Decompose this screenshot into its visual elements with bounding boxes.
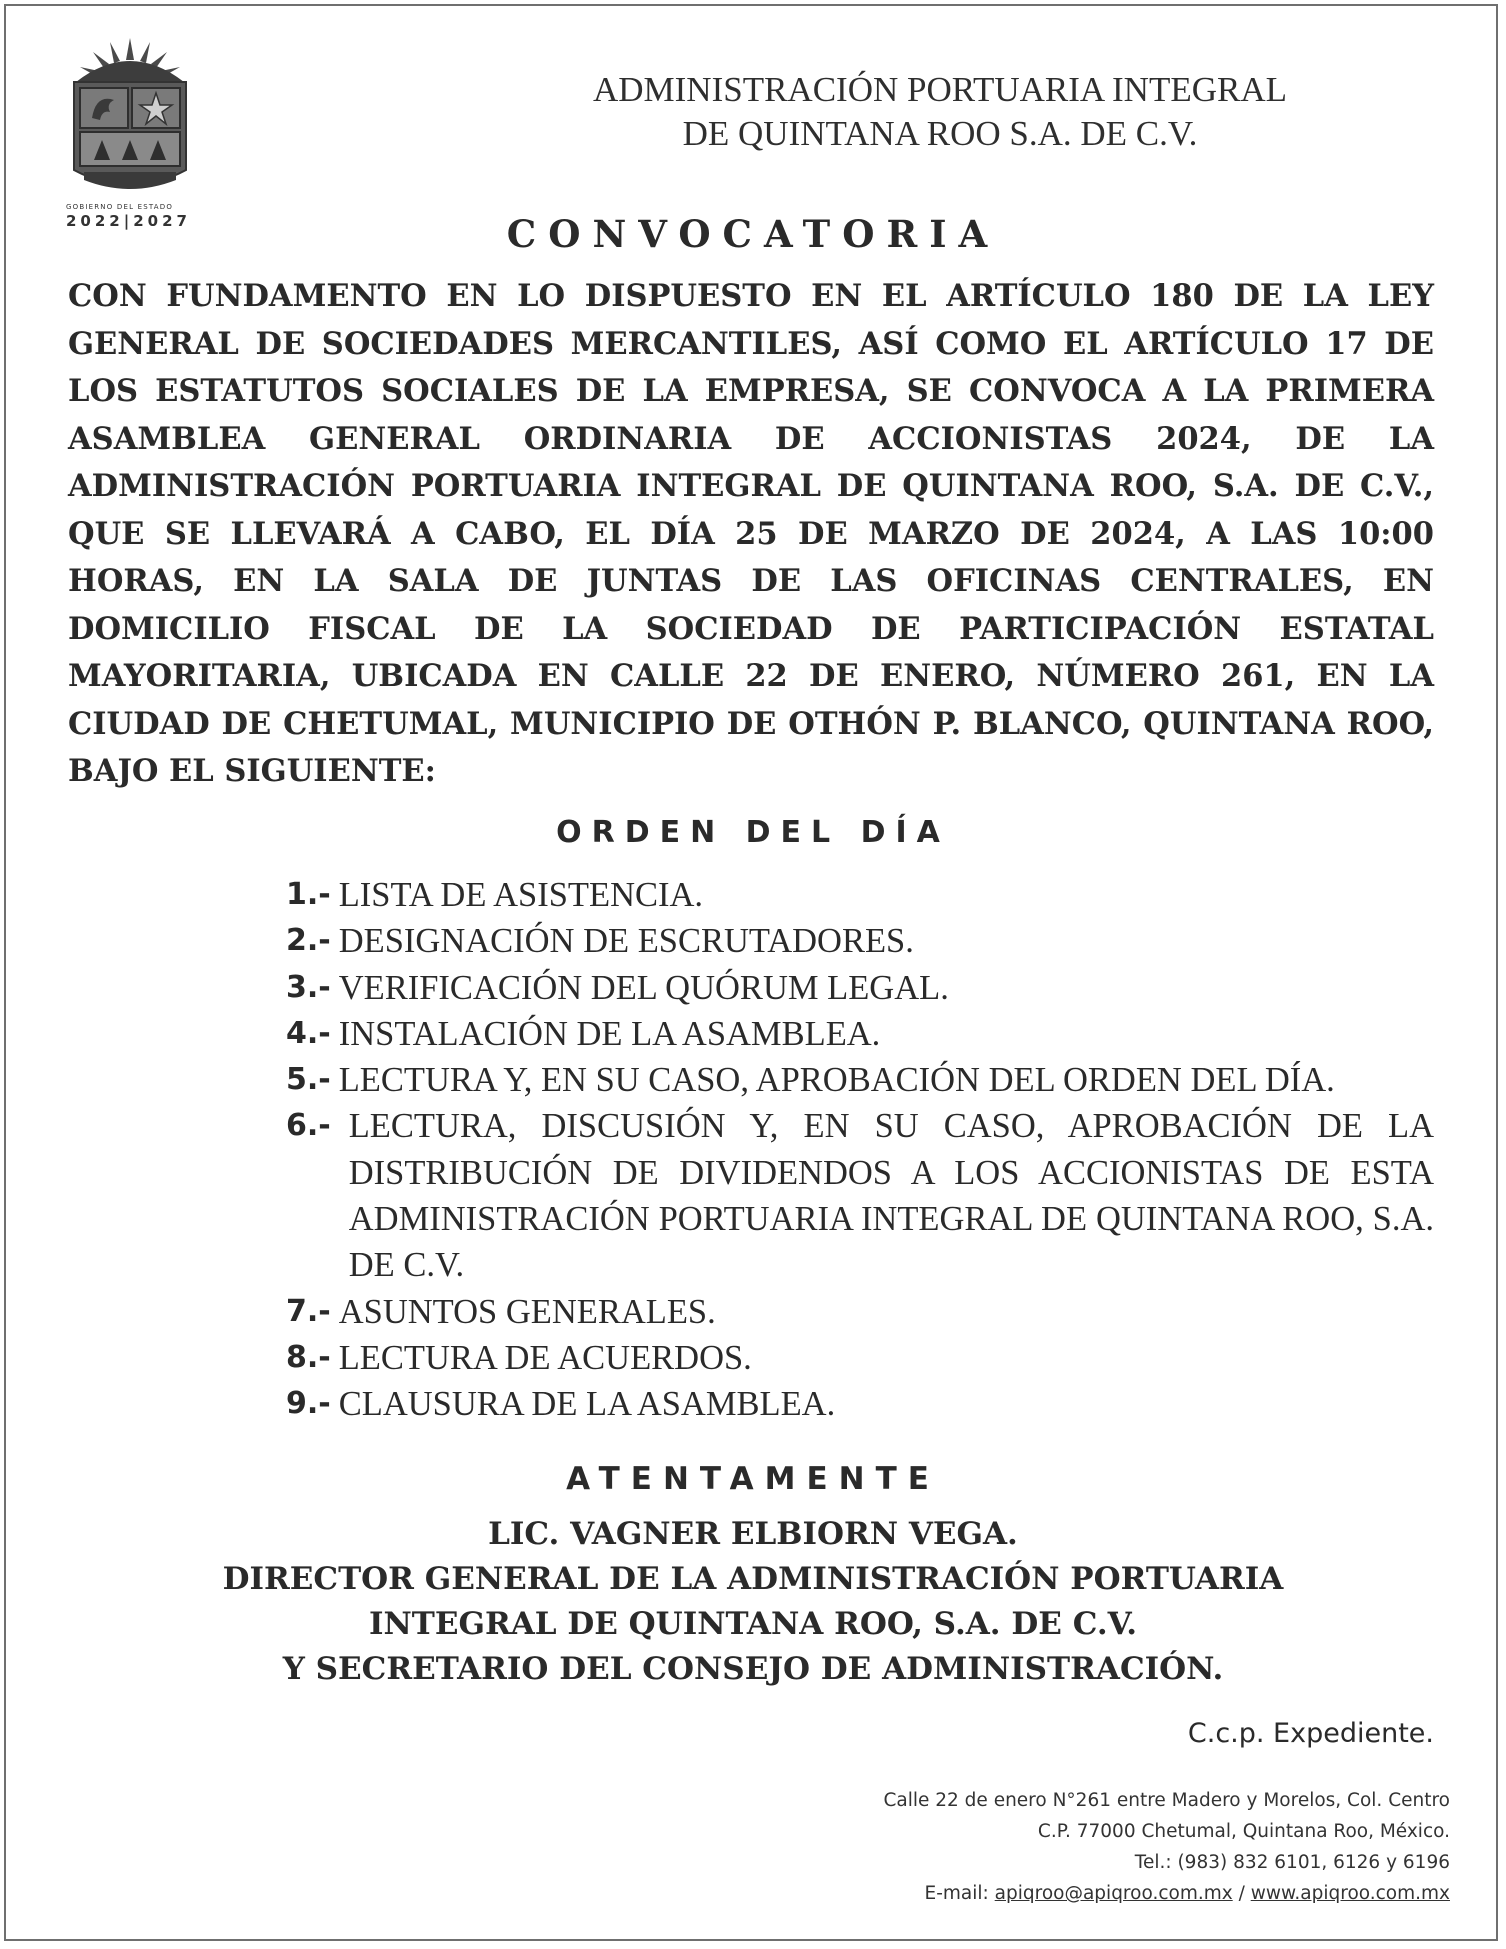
agenda-item <box>286 1057 1434 1103</box>
closing-salutation: ATENTAMENTE <box>566 1461 940 1497</box>
organization-header-line2: DE QUINTANA ROO S.A. DE C.V. <box>682 114 1198 153</box>
website-link[interactable]: www.apiqroo.com.mx <box>1250 1883 1450 1904</box>
agenda-item-text: LISTA DE ASISTENCIA. <box>338 876 704 914</box>
signatory-name: LIC. VAGNER ELBIORN VEGA. <box>488 1516 1018 1552</box>
agenda-item <box>286 965 1434 1011</box>
address-contact-line <box>883 1878 1450 1909</box>
ccp-note: C.c.p. Expediente. <box>1187 1718 1434 1749</box>
state-logo <box>66 30 206 240</box>
agenda-item-number: 6.- <box>286 1108 331 1144</box>
agenda-item-text: LECTURA Y, EN SU CASO, APROBACIÓN DEL ORDEN DEL DÍA. <box>338 1061 1335 1100</box>
agenda-item-number: 5.- <box>286 1062 331 1098</box>
agenda-item-number: 8.- <box>286 1339 331 1375</box>
intro-paragraph: CON FUNDAMENTO EN LO DISPUESTO EN EL ARTÍCULO 180 DE LA LEY GENERAL DE SOCIEDADES MERCANTILES, ASÍ COMO EL ARTÍCULO 17 DE LOS ESTATUTOS SOCIALES DE LA EMPRESA, SE CONVOCA A LA PRIMERA ASAMBLEA GENERAL ORDINARIA DE ACCIONISTAS 2024, DE LA ADMINISTRACIÓN PORTUARIA INTEGRAL DE QUINTANA ROO, S.A. DE C.V., QUE SE LLEVARÁ A CABO, EL DÍA 25 DE MARZO DE 2024, A LAS 10:00 HORAS, EN LA SALA DE JUNTAS DE LAS OFICINAS CENTRALES, EN DOMICILIO FISCAL DE LA SOCIEDAD DE PARTICIPACIÓN ESTATAL MAYORITARIA, UBICADA EN CALLE 22 DE ENERO, NÚMERO 261, EN LA CIUDAD DE CHETUMAL, MUNICIPIO DE OTHÓN P. BLANCO, QUINTANA ROO, BAJO EL SIGUIENTE: <box>68 278 1434 789</box>
email-link[interactable]: apiqroo@apiqroo.com.mx <box>994 1883 1233 1904</box>
document-title: CONVOCATORIA <box>506 212 1000 256</box>
agenda-item <box>286 1289 1434 1335</box>
agenda-item <box>286 1335 1434 1381</box>
logo-caption-government: GOBIERNO DEL ESTADO <box>66 203 174 211</box>
organization-header-line1: ADMINISTRACIÓN PORTUARIA INTEGRAL <box>592 70 1287 109</box>
agenda-item-number: 2.- <box>286 923 331 959</box>
agenda-item-number: 3.- <box>286 969 331 1005</box>
agenda-item-number: 9.- <box>286 1386 331 1422</box>
coat-of-arms-icon <box>66 30 194 200</box>
agenda-item-text: VERIFICACIÓN DEL QUÓRUM LEGAL. <box>338 968 949 1007</box>
agenda-item <box>286 872 1434 918</box>
agenda-item-number: 1.- <box>286 877 331 912</box>
agenda-title: ORDEN DEL DÍA <box>556 815 950 850</box>
agenda-item-text: CLAUSURA DE LA ASAMBLEA. <box>338 1385 836 1424</box>
agenda-item <box>286 1381 1434 1427</box>
agenda-item-number: 4.- <box>286 1015 331 1051</box>
email-label: E-mail: <box>924 1883 995 1904</box>
signatory-title-line1: DIRECTOR GENERAL DE LA ADMINISTRACIÓN PORTUARIA <box>222 1561 1284 1597</box>
address-line1: Calle 22 de enero N°261 entre Madero y Morelos, Col. Centro <box>883 1790 1450 1811</box>
agenda-item-text: ASUNTOS GENERALES. <box>338 1292 716 1331</box>
agenda-item <box>286 1103 1434 1288</box>
contact-separator: / <box>1232 1883 1251 1904</box>
agenda-item-text: DESIGNACIÓN DE ESCRUTADORES. <box>338 922 914 961</box>
agenda-item-number: 7.- <box>286 1293 331 1329</box>
agenda-item-text: LECTURA, DISCUSIÓN Y, EN SU CASO, APROBACIÓN DE LA DISTRIBUCIÓN DE DIVIDENDOS A LOS ACCIONISTAS DE ESTA ADMINISTRACIÓN PORTUARIA INTEGRAL DE QUINTANA ROO, S.A. DE C.V. <box>348 1107 1434 1285</box>
address-phone: Tel.: (983) 832 6101, 6126 y 6196 <box>1134 1852 1450 1873</box>
organization-header <box>560 68 1320 156</box>
agenda-item-text: LECTURA DE ACUERDOS. <box>338 1338 752 1377</box>
signature-block <box>0 1512 1506 1692</box>
agenda-item-text: INSTALACIÓN DE LA ASAMBLEA. <box>338 1014 881 1053</box>
signatory-title-line2: INTEGRAL DE QUINTANA ROO, S.A. DE C.V. <box>368 1606 1138 1642</box>
agenda-list <box>286 872 1434 1428</box>
address-line2: C.P. 77000 Chetumal, Quintana Roo, México. <box>1037 1821 1450 1842</box>
footer-address <box>883 1785 1450 1909</box>
signatory-title-line3: Y SECRETARIO DEL CONSEJO DE ADMINISTRACIÓN. <box>282 1651 1224 1687</box>
logo-caption-years: 2022|2027 <box>66 212 191 230</box>
agenda-item <box>286 918 1434 964</box>
agenda-item <box>286 1011 1434 1057</box>
